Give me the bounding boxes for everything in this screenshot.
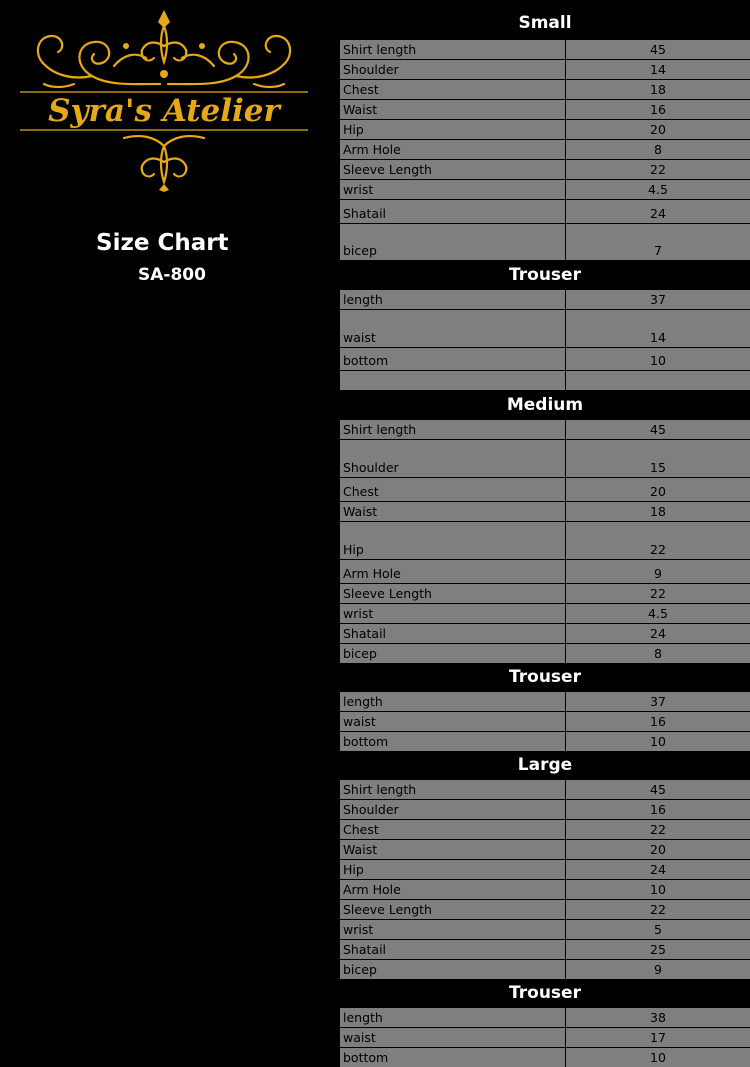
table-row <box>340 1027 750 1047</box>
measure-value: 37 <box>650 292 666 307</box>
table-row <box>340 623 750 643</box>
table-row <box>340 919 750 939</box>
measure-value: 24 <box>650 626 666 641</box>
table-row <box>340 39 750 59</box>
measure-value: 20 <box>650 484 666 499</box>
measure-value: 22 <box>650 822 666 837</box>
section-heading: Trouser <box>509 983 581 1003</box>
measure-label: Hip <box>343 862 364 877</box>
table-row <box>340 1047 750 1067</box>
measure-value: 25 <box>650 942 666 957</box>
measure-label: Shirt length <box>343 422 417 437</box>
measure-value: 18 <box>650 504 666 519</box>
measure-value: 22 <box>650 162 666 177</box>
table-row <box>340 819 750 839</box>
measure-value: 15 <box>650 460 666 475</box>
table-row <box>340 583 750 603</box>
measure-value: 45 <box>650 782 666 797</box>
measure-label: Chest <box>343 822 379 837</box>
measure-label: Chest <box>343 484 379 499</box>
measure-label: Chest <box>343 82 379 97</box>
table-row <box>340 289 750 309</box>
measure-label: bottom <box>343 1050 389 1065</box>
measure-label: wrist <box>343 922 374 937</box>
measure-label: Shirt length <box>343 42 417 57</box>
measure-label: bicep <box>343 243 377 258</box>
table-row <box>340 347 750 370</box>
table-row <box>340 99 750 119</box>
table-row <box>340 139 750 159</box>
table-row <box>340 879 750 899</box>
measure-label: Shatail <box>343 206 387 221</box>
measure-label: Hip <box>343 542 364 557</box>
measure-value: 10 <box>650 734 666 749</box>
measure-label: waist <box>343 714 376 729</box>
table-row <box>340 691 750 711</box>
table-row <box>340 477 750 501</box>
measure-label: Hip <box>343 122 364 137</box>
measure-label: length <box>343 1010 383 1025</box>
table-row <box>340 59 750 79</box>
section-heading: Trouser <box>509 667 581 687</box>
section-heading: Trouser <box>509 265 581 285</box>
table-row <box>340 223 750 260</box>
measure-value: 17 <box>650 1030 666 1045</box>
section-heading: Medium <box>506 395 584 415</box>
measure-label: waist <box>343 1030 376 1045</box>
measure-label: Waist <box>343 842 378 857</box>
measure-value: 4.5 <box>648 606 668 621</box>
measure-label: wrist <box>343 182 374 197</box>
measure-value: 9 <box>654 566 662 581</box>
measure-value: 8 <box>654 142 662 157</box>
measure-value: 20 <box>650 122 666 137</box>
table-row <box>340 643 750 663</box>
table-row <box>340 159 750 179</box>
measure-value: 16 <box>650 714 666 729</box>
table-row <box>340 799 750 819</box>
measure-value: 37 <box>650 694 666 709</box>
measure-value: 14 <box>650 330 666 345</box>
measure-label: Arm Hole <box>343 882 401 897</box>
measure-label: length <box>343 292 383 307</box>
table-row <box>340 711 750 731</box>
measure-label: length <box>343 694 383 709</box>
table-row <box>340 199 750 223</box>
measure-label: Arm Hole <box>343 142 401 157</box>
table-row <box>340 839 750 859</box>
table-row <box>340 439 750 477</box>
table-row <box>340 779 750 799</box>
measure-label: Shatail <box>343 942 387 957</box>
measure-value: 24 <box>650 206 666 221</box>
table-row <box>340 501 750 521</box>
table-row <box>340 79 750 99</box>
measure-label: Shirt length <box>343 782 417 797</box>
measure-value: 4.5 <box>648 182 668 197</box>
measure-label: Arm Hole <box>343 566 401 581</box>
measure-value: 10 <box>650 882 666 897</box>
table-row <box>340 119 750 139</box>
section-heading: Small <box>518 13 572 33</box>
page-title: Size Chart <box>96 230 229 256</box>
measure-label: bicep <box>343 646 377 661</box>
table-row <box>340 559 750 583</box>
table-row <box>340 309 750 347</box>
measure-value: 24 <box>650 862 666 877</box>
measure-value: 18 <box>650 82 666 97</box>
measure-label: wrist <box>343 606 374 621</box>
table-row <box>340 731 750 751</box>
product-code: SA-800 <box>138 265 206 285</box>
brand-name: Syra's Atelier <box>48 93 280 129</box>
cell-divider <box>565 371 566 390</box>
measure-value: 22 <box>650 586 666 601</box>
brand-logo <box>14 6 314 192</box>
measure-label: Waist <box>343 504 378 519</box>
measure-value: 14 <box>650 62 666 77</box>
measure-value: 22 <box>650 902 666 917</box>
measure-label: bottom <box>343 734 389 749</box>
measure-label: bottom <box>343 353 389 368</box>
measure-value: 22 <box>650 542 666 557</box>
measure-value: 16 <box>650 102 666 117</box>
measure-label: Waist <box>343 102 378 117</box>
table-row <box>340 859 750 879</box>
measure-label: Shoulder <box>343 62 399 77</box>
size-tables <box>340 0 750 1067</box>
measure-label: Shoulder <box>343 802 399 817</box>
measure-label: Sleeve Length <box>343 902 432 917</box>
measure-value: 38 <box>650 1010 666 1025</box>
table-row <box>340 899 750 919</box>
table-row <box>340 939 750 959</box>
measure-label: Shoulder <box>343 460 399 475</box>
measure-label: Sleeve Length <box>343 162 432 177</box>
measure-value: 5 <box>654 922 662 937</box>
measure-label: bicep <box>343 962 377 977</box>
brand-logo-ornament <box>14 6 314 192</box>
measure-value: 9 <box>654 962 662 977</box>
table-row-empty <box>340 370 750 390</box>
measure-value: 8 <box>654 646 662 661</box>
measure-value: 20 <box>650 842 666 857</box>
table-row <box>340 959 750 979</box>
table-row <box>340 419 750 439</box>
measure-value: 7 <box>654 243 662 258</box>
measure-value: 45 <box>650 422 666 437</box>
section-heading: Large <box>517 755 573 775</box>
measure-label: waist <box>343 330 376 345</box>
table-row <box>340 603 750 623</box>
measure-label: Shatail <box>343 626 387 641</box>
measure-value: 16 <box>650 802 666 817</box>
measure-value: 10 <box>650 1050 666 1065</box>
measure-value: 10 <box>650 353 666 368</box>
table-row <box>340 1007 750 1027</box>
measure-value: 45 <box>650 42 666 57</box>
measure-label: Sleeve Length <box>343 586 432 601</box>
table-row <box>340 179 750 199</box>
table-row <box>340 521 750 559</box>
